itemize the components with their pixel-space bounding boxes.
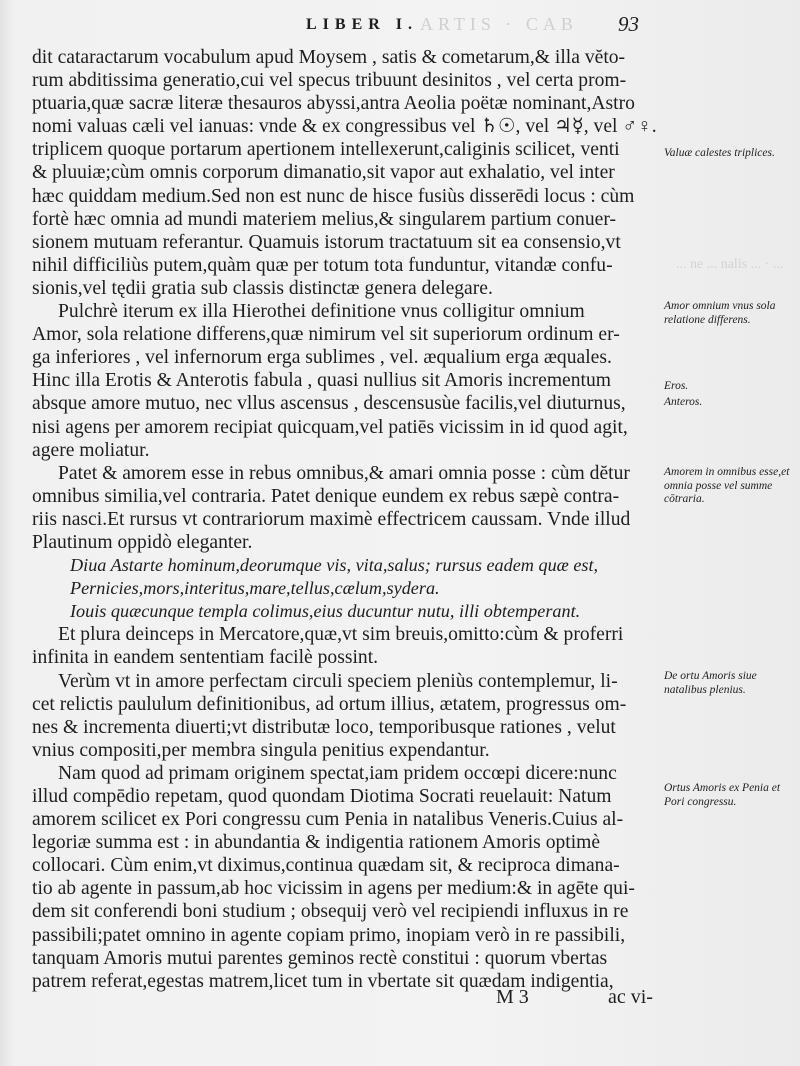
text-line: patrem referat,egestas matrem,licet tum in vbertate sit quædam indigentia, [32,970,614,992]
text-line: agere moliatur. [32,439,150,461]
text-line: nihil difficiliùs putem,quàm quæ per totum tota funduntur, vitandæ confu- [32,254,613,276]
text-line: amorem scilicet ex Pori congressu cum Penia in natalibus Veneris.Cuius al- [32,809,624,831]
text-line: dem sit conferendi boni studium ; obsequij verò vel recipiendi influxus in re [32,901,629,923]
margin-note-anteros: Anteros. [664,396,703,408]
catchword: ac vi- [608,986,653,1008]
text-line: dit cataractarum vocabulum apud Moysem , satis & cometarum,& illa vĕto- [32,47,626,68]
quotation-line: Iouis quæcunque templa colimus,eius ducuntur nutu, illi obtemperant. [70,601,581,622]
margin-note-amor-omnium: Amor omnium vnus sola relatione differens. [664,300,776,326]
text-line: absque amore mutuo, nec vllus ascensus , descensusùe facilis,vel diuturnus, [32,393,626,415]
text-line: collocari. Cùm enim,vt diximus,continua quædam sit, & reciproca dimana- [32,855,620,877]
running-head: LIBER I. [306,16,419,33]
quotation-line: Diua Astarte hominum,deorumque vis, vita,salus; rursus eadem quæ est, [70,555,599,576]
text-line: riis nasci.Et rursus vt contrariorum maximè effectricem caussam. Vnde illud [32,508,631,530]
paragraph-start-line: Verùm vt in amore perfectam circuli speciem pleniùs contemplemur, li- [58,670,618,692]
text-line: tio ab agente in passum,ab hoc vicissim in agens per medium:& in agēte qui- [32,878,635,900]
paragraph-start-line: Et plura deinceps in Mercatore,quæ,vt sim breuis,omitto:cùm & proferri [58,624,624,646]
margin-note-amorem-in-omnibus: Amorem in omnibus esse,et omnia posse vel summe cōtraria. [664,466,790,505]
text-line: cet relictis paululum definitionibus, ad ortum illius, ætatem, progressus om- [32,693,627,715]
paragraph-start-line: Patet & amorem esse in rebus omnibus,& amari omnia posse : cùm dĕtur [58,462,630,484]
text-line: omnibus similia,vel contraria. Patet denique eundem ex rebus sæpè contra- [32,485,620,507]
text-line: nes & incrementa diuerti;vt distributæ loco, temporibusque rationes , velut [32,716,616,738]
margin-note-valuae: Valuæ calestes triplices. [664,147,775,159]
page-footer [0,986,800,1016]
text-line: Plautinum oppidò eleganter. [32,531,253,553]
paragraph-start-line: Pulchrè iterum ex illa Hierothei definitione vnus colligitur omnium [58,301,585,323]
page-header [0,14,800,38]
text-line: nisi agens per amorem recipiat quicquam,vel patiēs vicissim in id quod agit, [32,416,628,438]
text-line: illud compēdio repetam, quod quondam Diotima Socrati reuelauit: Natum [32,786,612,807]
text-line: sionis,vel tędii gratia sub classis distinctæ genera delegare. [32,277,493,299]
margin-note-de-ortu-amoris: De ortu Amoris siue natalibus plenius. [664,670,757,696]
text-line: sionem mutuam referantur. Quamuis istorum tractatuum sit ea consensio,vt [32,231,621,253]
margin-note-eros: Eros. [664,380,689,392]
text-line: & pluuiæ;cùm omnis corporum dimanatio,sit vapor aut exhalatio, vel inter [32,162,615,184]
text-line: hæc quiddam medium.Sed non est nunc de hisce fusiùs disserēdi locus : cùm [32,185,635,207]
text-line: ga inferiores , vel infernorum erga sublimes , vel. æqualium erga æquales. [32,347,612,369]
text-line: nomi valuas cæli vel ianuas: vnde & ex congressibus vel ♄☉, vel ♃☿, vel ♂♀. [32,116,657,138]
main-text-block [32,46,662,993]
text-line: rum abditissima generatio,cui vel specus tribuunt desinitos , vel certa prom- [32,70,627,92]
text-line: vnius compositi,per membra singula penitius expendantur. [32,739,490,761]
text-line: Amor, sola relatione differens,quæ nimirum vel sit superiorum ordinum er- [32,324,620,346]
paragraph-start-line: Nam quod ad primam originem spectat,iam pridem occœpi dicere:nunc [58,762,617,784]
text-line: fortè hæc omnia ad mundi materiem melius,& singularem partium conuer- [32,208,616,230]
text-line: legoriæ summa est : in abundantia & indigentia rationem Amoris optimè [32,832,601,854]
text-line: triplicem quoque portarum apertionem intellexerunt,caliginis scilicet, venti [32,139,620,161]
text-line: passibili;patet omnino in agente copiam primo, inopiam verò in re passibili, [32,924,626,946]
text-line: ptuaria,quæ sacræ literæ thesauros abyssi,antra Aeolia poëtæ nominant,Astro [32,93,635,115]
quotation-line: Pernicies,mors,interitus,mare,tellus,cælum,sydera. [70,578,440,599]
margin-note-ortus-amoris: Ortus Amoris ex Penia et Pori congressu. [664,782,781,808]
show-through-running-head: ARTIS · CAB [420,14,578,34]
text-line: Hinc illa Erotis & Anterotis fabula , quasi nullius sit Amoris incrementum [32,370,612,392]
text-line: tanquam Amoris mutui parentes geminos rectè constitui : quorum vbertas [32,947,608,969]
page-number: 93 [618,12,639,36]
signature-mark: M 3 [496,986,529,1008]
show-through-text: ... ne ... nalis ... · ... [676,257,784,272]
text-line: infinita in eandem sententiam facilè possint. [32,647,379,669]
